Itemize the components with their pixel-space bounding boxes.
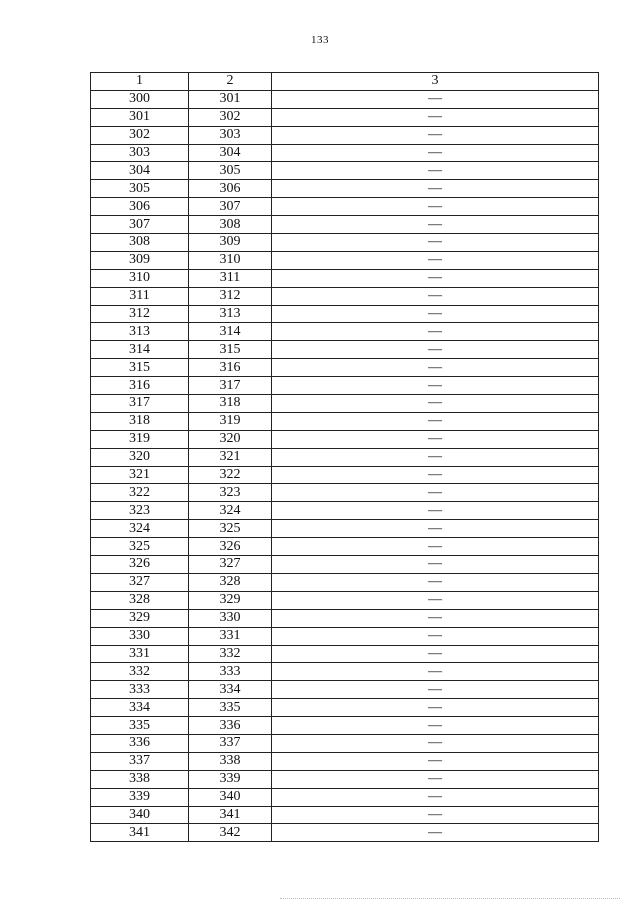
- table-row: [91, 627, 599, 645]
- table-cell-col3: —: [272, 484, 599, 502]
- table-cell-col1: 334: [91, 699, 189, 717]
- table-cell-col3: —: [272, 377, 599, 395]
- table-cell-col1: 315: [91, 359, 189, 377]
- table-cell-col2: 338: [189, 752, 272, 770]
- table-row: [91, 126, 599, 144]
- table-cell-col3: —: [272, 573, 599, 591]
- table-cell-col3: —: [272, 412, 599, 430]
- table-cell-col2: 329: [189, 591, 272, 609]
- table-row: [91, 377, 599, 395]
- table-cell-col3: —: [272, 395, 599, 413]
- table-row: [91, 359, 599, 377]
- table-cell-col3: —: [272, 806, 599, 824]
- table-cell-col2: 304: [189, 144, 272, 162]
- table-cell-col1: 306: [91, 198, 189, 216]
- table-cell-col2: 340: [189, 788, 272, 806]
- table-cell-col2: 342: [189, 824, 272, 842]
- data-table: [90, 72, 599, 842]
- scan-artifact: [280, 898, 620, 901]
- table-cell-col2: 318: [189, 395, 272, 413]
- table-cell-col1: 321: [91, 466, 189, 484]
- table-row: [91, 162, 599, 180]
- table-cell-col2: 303: [189, 126, 272, 144]
- table-cell-col3: —: [272, 663, 599, 681]
- table-cell-col1: 304: [91, 162, 189, 180]
- table-cell-col3: —: [272, 180, 599, 198]
- table-cell-col2: 314: [189, 323, 272, 341]
- table-row: [91, 591, 599, 609]
- table-row: [91, 234, 599, 252]
- table-row: [91, 341, 599, 359]
- table-row: [91, 251, 599, 269]
- table-cell-col1: 318: [91, 412, 189, 430]
- table-cell-col1: 327: [91, 573, 189, 591]
- table-cell-col2: 312: [189, 287, 272, 305]
- table-cell-col3: —: [272, 627, 599, 645]
- page-number: 133: [311, 34, 329, 46]
- table-row: [91, 752, 599, 770]
- column-header-2: 2: [189, 73, 272, 91]
- table-cell-col2: 301: [189, 90, 272, 108]
- table-cell-col3: —: [272, 717, 599, 735]
- table-cell-col3: —: [272, 770, 599, 788]
- table-cell-col1: 313: [91, 323, 189, 341]
- table-cell-col3: —: [272, 591, 599, 609]
- table-cell-col3: —: [272, 520, 599, 538]
- table-cell-col3: —: [272, 126, 599, 144]
- table-cell-col3: —: [272, 287, 599, 305]
- table-cell-col2: 309: [189, 234, 272, 252]
- table-cell-col3: —: [272, 144, 599, 162]
- table-cell-col1: 326: [91, 556, 189, 574]
- table-cell-col2: 317: [189, 377, 272, 395]
- table-cell-col2: 307: [189, 198, 272, 216]
- table-cell-col2: 320: [189, 430, 272, 448]
- table-cell-col1: 310: [91, 269, 189, 287]
- table-cell-col2: 302: [189, 108, 272, 126]
- table-cell-col2: 315: [189, 341, 272, 359]
- table-cell-col3: —: [272, 162, 599, 180]
- table-cell-col1: 336: [91, 734, 189, 752]
- table-row: [91, 806, 599, 824]
- table-cell-col3: —: [272, 341, 599, 359]
- table-cell-col1: 312: [91, 305, 189, 323]
- table-row: [91, 180, 599, 198]
- table-cell-col1: 339: [91, 788, 189, 806]
- table-cell-col1: 333: [91, 681, 189, 699]
- table-cell-col3: —: [272, 108, 599, 126]
- table-row: [91, 699, 599, 717]
- table-cell-col2: 334: [189, 681, 272, 699]
- table-row: [91, 466, 599, 484]
- table-row: [91, 573, 599, 591]
- table-cell-col3: —: [272, 538, 599, 556]
- table-cell-col2: 323: [189, 484, 272, 502]
- table-cell-col1: 303: [91, 144, 189, 162]
- table-cell-col1: 319: [91, 430, 189, 448]
- table-cell-col1: 300: [91, 90, 189, 108]
- table-cell-col1: 316: [91, 377, 189, 395]
- table-cell-col1: 335: [91, 717, 189, 735]
- table-cell-col2: 321: [189, 448, 272, 466]
- table-cell-col3: —: [272, 788, 599, 806]
- table-cell-col3: —: [272, 556, 599, 574]
- table-cell-col3: —: [272, 359, 599, 377]
- table-row: [91, 305, 599, 323]
- table-cell-col1: 307: [91, 216, 189, 234]
- table-cell-col2: 337: [189, 734, 272, 752]
- table-cell-col1: 332: [91, 663, 189, 681]
- table-cell-col3: —: [272, 216, 599, 234]
- table-row: [91, 412, 599, 430]
- table-row: [91, 108, 599, 126]
- table-row: [91, 484, 599, 502]
- table-row: [91, 144, 599, 162]
- table-cell-col3: —: [272, 90, 599, 108]
- table-row: [91, 395, 599, 413]
- table-cell-col2: 313: [189, 305, 272, 323]
- table-cell-col2: 311: [189, 269, 272, 287]
- table-row: [91, 645, 599, 663]
- table-cell-col3: —: [272, 269, 599, 287]
- table-cell-col1: 324: [91, 520, 189, 538]
- table-cell-col1: 331: [91, 645, 189, 663]
- table-cell-col2: 310: [189, 251, 272, 269]
- table-row: [91, 734, 599, 752]
- table-row: [91, 430, 599, 448]
- table-cell-col2: 324: [189, 502, 272, 520]
- table-cell-col3: —: [272, 251, 599, 269]
- table-cell-col1: 337: [91, 752, 189, 770]
- table-row: [91, 269, 599, 287]
- table-cell-col3: —: [272, 198, 599, 216]
- table-cell-col1: 320: [91, 448, 189, 466]
- table-row: [91, 663, 599, 681]
- table-cell-col2: 339: [189, 770, 272, 788]
- table-cell-col1: 338: [91, 770, 189, 788]
- table-row: [91, 556, 599, 574]
- table-cell-col3: —: [272, 234, 599, 252]
- table-cell-col2: 325: [189, 520, 272, 538]
- table-row: [91, 609, 599, 627]
- table-cell-col1: 328: [91, 591, 189, 609]
- table-cell-col1: 329: [91, 609, 189, 627]
- table-cell-col1: 317: [91, 395, 189, 413]
- table-cell-col1: 340: [91, 806, 189, 824]
- table-cell-col3: —: [272, 734, 599, 752]
- table-cell-col2: 322: [189, 466, 272, 484]
- table-row: [91, 788, 599, 806]
- table-cell-col3: —: [272, 430, 599, 448]
- table-row: [91, 717, 599, 735]
- table-cell-col3: —: [272, 752, 599, 770]
- table-cell-col2: 330: [189, 609, 272, 627]
- table-cell-col1: 302: [91, 126, 189, 144]
- table-row: [91, 90, 599, 108]
- table-row: [91, 198, 599, 216]
- table-cell-col3: —: [272, 466, 599, 484]
- header-row: [91, 73, 599, 91]
- table-body: [91, 90, 599, 841]
- table-cell-col2: 305: [189, 162, 272, 180]
- table-header: [91, 73, 599, 91]
- table-cell-col2: 326: [189, 538, 272, 556]
- table-cell-col2: 316: [189, 359, 272, 377]
- table-cell-col1: 322: [91, 484, 189, 502]
- table-cell-col3: —: [272, 681, 599, 699]
- table-cell-col2: 306: [189, 180, 272, 198]
- table-cell-col2: 336: [189, 717, 272, 735]
- table-cell-col1: 323: [91, 502, 189, 520]
- column-header-1: 1: [91, 73, 189, 91]
- table-cell-col1: 301: [91, 108, 189, 126]
- table-cell-col3: —: [272, 502, 599, 520]
- table-cell-col3: —: [272, 305, 599, 323]
- table-cell-col3: —: [272, 824, 599, 842]
- column-header-3: 3: [272, 73, 599, 91]
- table-row: [91, 216, 599, 234]
- table-row: [91, 538, 599, 556]
- table-cell-col1: 308: [91, 234, 189, 252]
- table-cell-col2: 331: [189, 627, 272, 645]
- table-cell-col3: —: [272, 699, 599, 717]
- table-cell-col2: 328: [189, 573, 272, 591]
- table-cell-col2: 333: [189, 663, 272, 681]
- table-row: [91, 448, 599, 466]
- table-cell-col3: —: [272, 609, 599, 627]
- table-cell-col1: 314: [91, 341, 189, 359]
- table-cell-col1: 305: [91, 180, 189, 198]
- table-row: [91, 323, 599, 341]
- table-cell-col2: 341: [189, 806, 272, 824]
- table-row: [91, 502, 599, 520]
- table-row: [91, 824, 599, 842]
- table-row: [91, 770, 599, 788]
- table-cell-col1: 309: [91, 251, 189, 269]
- table-cell-col3: —: [272, 645, 599, 663]
- table-cell-col2: 335: [189, 699, 272, 717]
- table-row: [91, 681, 599, 699]
- table-cell-col1: 341: [91, 824, 189, 842]
- table-cell-col2: 332: [189, 645, 272, 663]
- table-cell-col3: —: [272, 323, 599, 341]
- table-row: [91, 287, 599, 305]
- table-cell-col1: 311: [91, 287, 189, 305]
- table-cell-col2: 327: [189, 556, 272, 574]
- table-cell-col1: 325: [91, 538, 189, 556]
- table-cell-col2: 319: [189, 412, 272, 430]
- table-cell-col1: 330: [91, 627, 189, 645]
- table-cell-col2: 308: [189, 216, 272, 234]
- table-cell-col3: —: [272, 448, 599, 466]
- table-row: [91, 520, 599, 538]
